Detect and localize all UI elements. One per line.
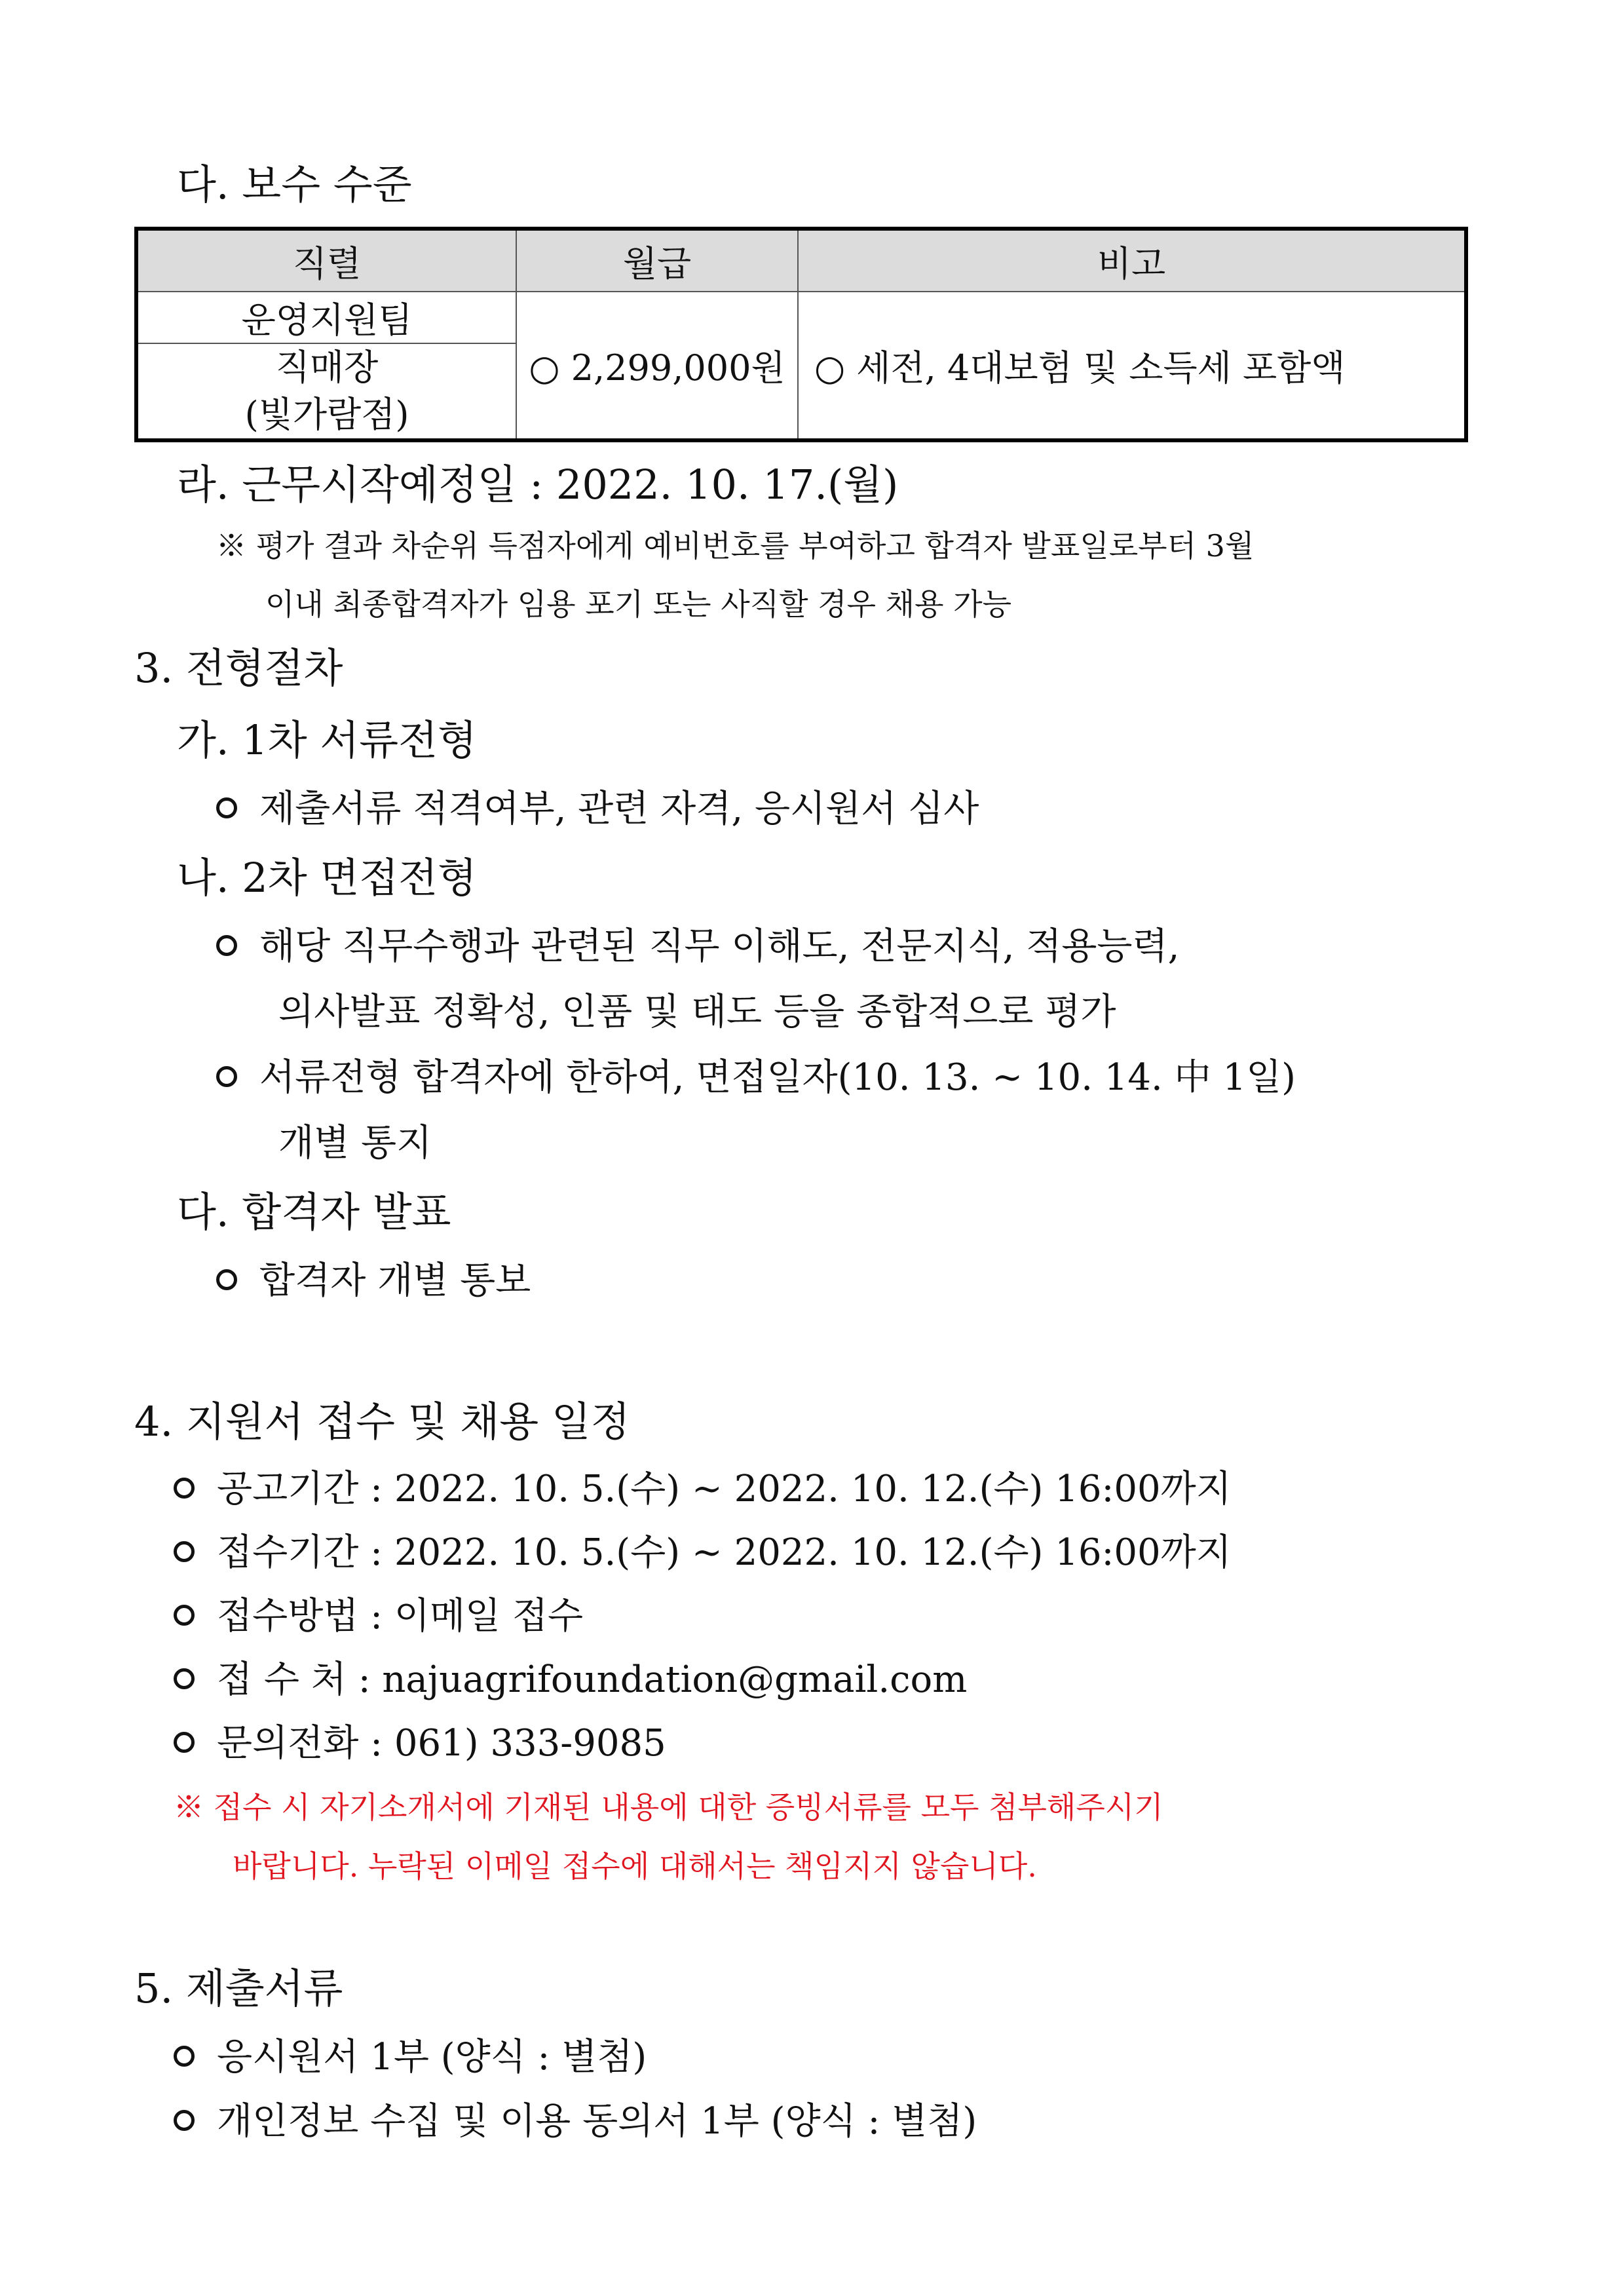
header-remark: 비고: [798, 229, 1466, 292]
docs-item: [174, 2028, 647, 2080]
start-date-line: [177, 452, 898, 510]
job-cell-2-line2: (빛가람점): [244, 394, 409, 435]
start-date-sep: :: [516, 461, 556, 508]
process-b-title: 나. 2차 면접전형: [177, 854, 477, 902]
start-note-line1: ※ 평가 결과 차순위 득점자에게 예비번호를 부여하고 합격자 발표일로부터 3월: [216, 528, 1255, 564]
schedule-item: [174, 1651, 967, 1703]
schedule-title: 4. 지원서 접수 및 채용 일정: [134, 1398, 630, 1445]
bullet-icon: [216, 1066, 237, 1087]
process-b-item1: [216, 917, 1179, 970]
process-c-item: [216, 1252, 531, 1304]
schedule-item: [174, 1587, 583, 1639]
bullet-icon: [216, 797, 237, 818]
docs-item: [174, 2092, 977, 2145]
pay-table: [134, 227, 1468, 442]
process-a-title: 가. 1차 서류전형: [177, 716, 477, 764]
job-cell-2-line1: 직매장: [275, 347, 379, 388]
schedule-item-text: 접수기간 : 2022. 10. 5.(수) ~ 2022. 10. 12.(수) 16:00까지: [217, 1531, 1232, 1574]
start-date-value: 2022. 10. 17.(월): [556, 461, 899, 508]
process-b-item2-line2: 개별 통지: [278, 1122, 432, 1164]
bullet-icon: [174, 1668, 195, 1689]
process-title: 3. 전형절차: [134, 644, 343, 692]
schedule-item-phone: 문의전화 : 061) 333-9085: [217, 1722, 666, 1765]
schedule-item-text: 접수방법 : 이메일 접수: [217, 1595, 584, 1637]
process-c-title: 다. 합격자 발표: [177, 1188, 451, 1236]
bullet-icon: [216, 1269, 237, 1290]
bullet-icon: [216, 935, 237, 956]
start-note-line2: 이내 최종합격자가 임용 포기 또는 사직할 경우 채용 가능: [265, 586, 1012, 622]
schedule-item: [174, 1523, 1232, 1576]
bullet-icon: [174, 1605, 195, 1626]
docs-item-text: 응시원서 1부 (양식 : 별첨): [217, 2036, 647, 2078]
salary-cell: ○ 2,299,000원: [516, 292, 798, 440]
bullet-icon: [174, 2046, 195, 2067]
header-job: 직렬: [136, 229, 516, 292]
process-b-item1-line1: 해당 직무수행과 관련된 직무 이해도, 전문지식, 적용능력,: [259, 925, 1180, 968]
docs-item-text: 개인정보 수집 및 이용 동의서 1부 (양식 : 별첨): [217, 2100, 977, 2143]
start-date-label: 라. 근무시작예정일: [177, 461, 517, 508]
job-cell-1: 운영지원팀: [136, 292, 516, 343]
job-cell-2: [136, 343, 516, 440]
bullet-icon: [174, 1732, 195, 1753]
schedule-warning-line2: 바랍니다. 누락된 이메일 접수에 대해서는 책임지지 않습니다.: [233, 1848, 1037, 1884]
bullet-icon: [174, 1541, 195, 1562]
section-pay-title: 다. 보수 수준: [177, 161, 412, 208]
process-c-item-text: 합격자 개별 통보: [259, 1259, 531, 1302]
schedule-item: [174, 1460, 1232, 1512]
schedule-warning-line1: ※ 접수 시 자기소개서에 기재된 내용에 대한 증빙서류를 모두 첨부해주시기: [174, 1789, 1163, 1825]
process-b-item2-line1: 서류전형 합격자에 한하여, 면접일자(10. 13. ~ 10. 14. 中 1일): [259, 1056, 1296, 1099]
bullet-icon: [174, 2110, 195, 2131]
schedule-item-email: 접 수 처 : najuagrifoundation@gmail.com: [217, 1658, 968, 1701]
process-a-item-text: 제출서류 적격여부, 관련 자격, 응시원서 심사: [259, 788, 979, 830]
schedule-item: [174, 1714, 666, 1767]
header-salary: 월급: [516, 229, 798, 292]
process-b-item2: [216, 1048, 1296, 1101]
process-a-item: [216, 780, 979, 832]
docs-title: 5. 제출서류: [134, 1964, 343, 2012]
schedule-item-text: 공고기간 : 2022. 10. 5.(수) ~ 2022. 10. 12.(수) 16:00까지: [217, 1468, 1232, 1510]
remark-cell: ○ 세전, 4대보험 및 소득세 포함액: [798, 292, 1466, 440]
bullet-icon: [174, 1478, 195, 1499]
process-b-item1-line2: 의사발표 정확성, 인품 및 태도 등을 종합적으로 평가: [278, 991, 1116, 1033]
